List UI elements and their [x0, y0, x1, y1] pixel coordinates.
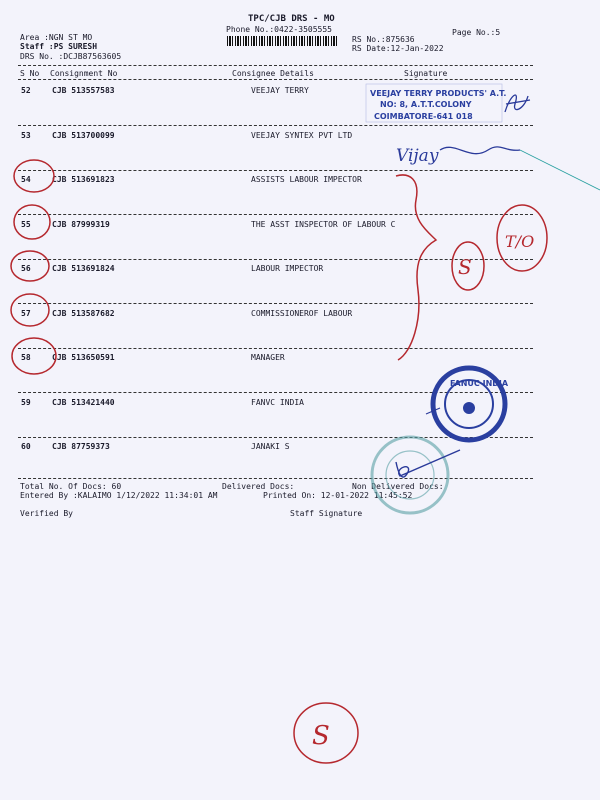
row-consignee: FANVC INDIA	[251, 398, 304, 407]
bracket-mark	[396, 175, 436, 360]
handwritten-signature-53: Vijay	[396, 146, 439, 166]
barcode	[227, 36, 339, 46]
row-consignment-number: CJB 513587682	[52, 309, 115, 318]
col-consignee: Consignee Details	[232, 69, 314, 78]
row-consignee: VEEJAY SYNTEX PVT LTD	[251, 131, 353, 140]
row-consignment-number: CJB 513421440	[52, 398, 115, 407]
verified-by: Verified By	[20, 509, 73, 518]
row-serial-number: 55	[21, 220, 31, 229]
row-consignment-number: CJB 513557583	[52, 86, 115, 95]
row-divider	[18, 125, 533, 126]
footer-divider	[18, 478, 533, 479]
row-serial-number: 52	[21, 86, 31, 95]
stamp-fanuc-text: FANUC INDIA	[450, 379, 509, 388]
row-consignee: MANAGER	[251, 353, 285, 362]
printed-on: Printed On: 12-01-2022 11:45:52	[263, 491, 413, 500]
row-serial-number: 54	[21, 175, 31, 184]
row-consignee: VEEJAY TERRY	[251, 86, 309, 95]
entered-by: Entered By :KALAIMO 1/12/2022 11:34:01 AM	[20, 491, 218, 500]
stamp-company-name: VEEJAY TERRY PRODUCTS' A.T.	[370, 89, 507, 98]
handwritten-to: T/O	[505, 232, 535, 251]
row-divider	[18, 303, 533, 304]
row-serial-number: 59	[21, 398, 31, 407]
col-signature: Signature	[404, 69, 448, 78]
row-consignment-number: CJB 513691823	[52, 175, 115, 184]
row-consignment-number: CJB 513650591	[52, 353, 115, 362]
row-consignment-number: CJB 87999319	[52, 220, 110, 229]
handwritten-s: S	[458, 255, 472, 279]
row-consignment-number: CJB 513691824	[52, 264, 115, 273]
row-divider	[18, 259, 533, 260]
header-divider	[18, 65, 533, 66]
delivered-docs: Delivered Docs:	[222, 482, 295, 491]
row-number-circles	[11, 160, 56, 374]
row-consignment-number: CJB 513700099	[52, 131, 115, 140]
row-consignee: COMMISSIONEROF LABOUR	[251, 309, 353, 318]
row-serial-number: 53	[21, 131, 31, 140]
rs-number: RS No.:875636	[352, 35, 415, 44]
signature-60	[396, 450, 460, 477]
row-divider	[18, 348, 533, 349]
non-delivered-docs: Non Delivered Docs:	[352, 482, 444, 491]
row-serial-number: 56	[21, 264, 31, 273]
row-consignee: THE ASST INSPECTOR OF LABOUR C	[251, 220, 396, 229]
area-label: Area :NGN ST MO	[20, 33, 93, 42]
total-docs: Total No. Of Docs: 60	[20, 482, 122, 491]
row-consignee: JANAKI S	[251, 442, 290, 451]
signature-52	[505, 95, 530, 112]
page-number: Page No.:5	[452, 28, 501, 37]
row-divider	[18, 392, 533, 393]
drs-title: TPC/CJB DRS - MO	[248, 14, 335, 24]
row-consignee: LABOUR IMPECTOR	[251, 264, 324, 273]
stamp-address: NO: 8, A.T.T.COLONY	[380, 100, 472, 109]
bottom-handwritten-s: S	[312, 721, 330, 751]
staff-signature: Staff Signature	[290, 509, 363, 518]
row-divider	[18, 170, 533, 171]
post-stamp	[372, 437, 448, 513]
row-serial-number: 60	[21, 442, 31, 451]
col-sno: S No	[20, 69, 40, 78]
company-stamp	[366, 84, 506, 122]
row-divider	[18, 437, 533, 438]
drs-number: DRS No. :DCJB87563605	[20, 52, 122, 61]
staff-label: Staff :PS SURESH	[20, 42, 98, 51]
rs-date: RS Date:12-Jan-2022	[352, 44, 444, 53]
col-consignment: Consignment No	[50, 69, 118, 78]
row-serial-number: 58	[21, 353, 31, 362]
row-serial-number: 57	[21, 309, 31, 318]
row-consignment-number: CJB 87759373	[52, 442, 110, 451]
fanuc-stamp	[433, 368, 509, 440]
stamp-city: COIMBATORE-641 018	[374, 112, 473, 121]
column-divider	[18, 79, 533, 80]
row-divider	[18, 214, 533, 215]
row-consignee: ASSISTS LABOUR IMPECTOR	[251, 175, 362, 184]
phone-number: Phone No.:0422-3505555	[226, 25, 332, 34]
